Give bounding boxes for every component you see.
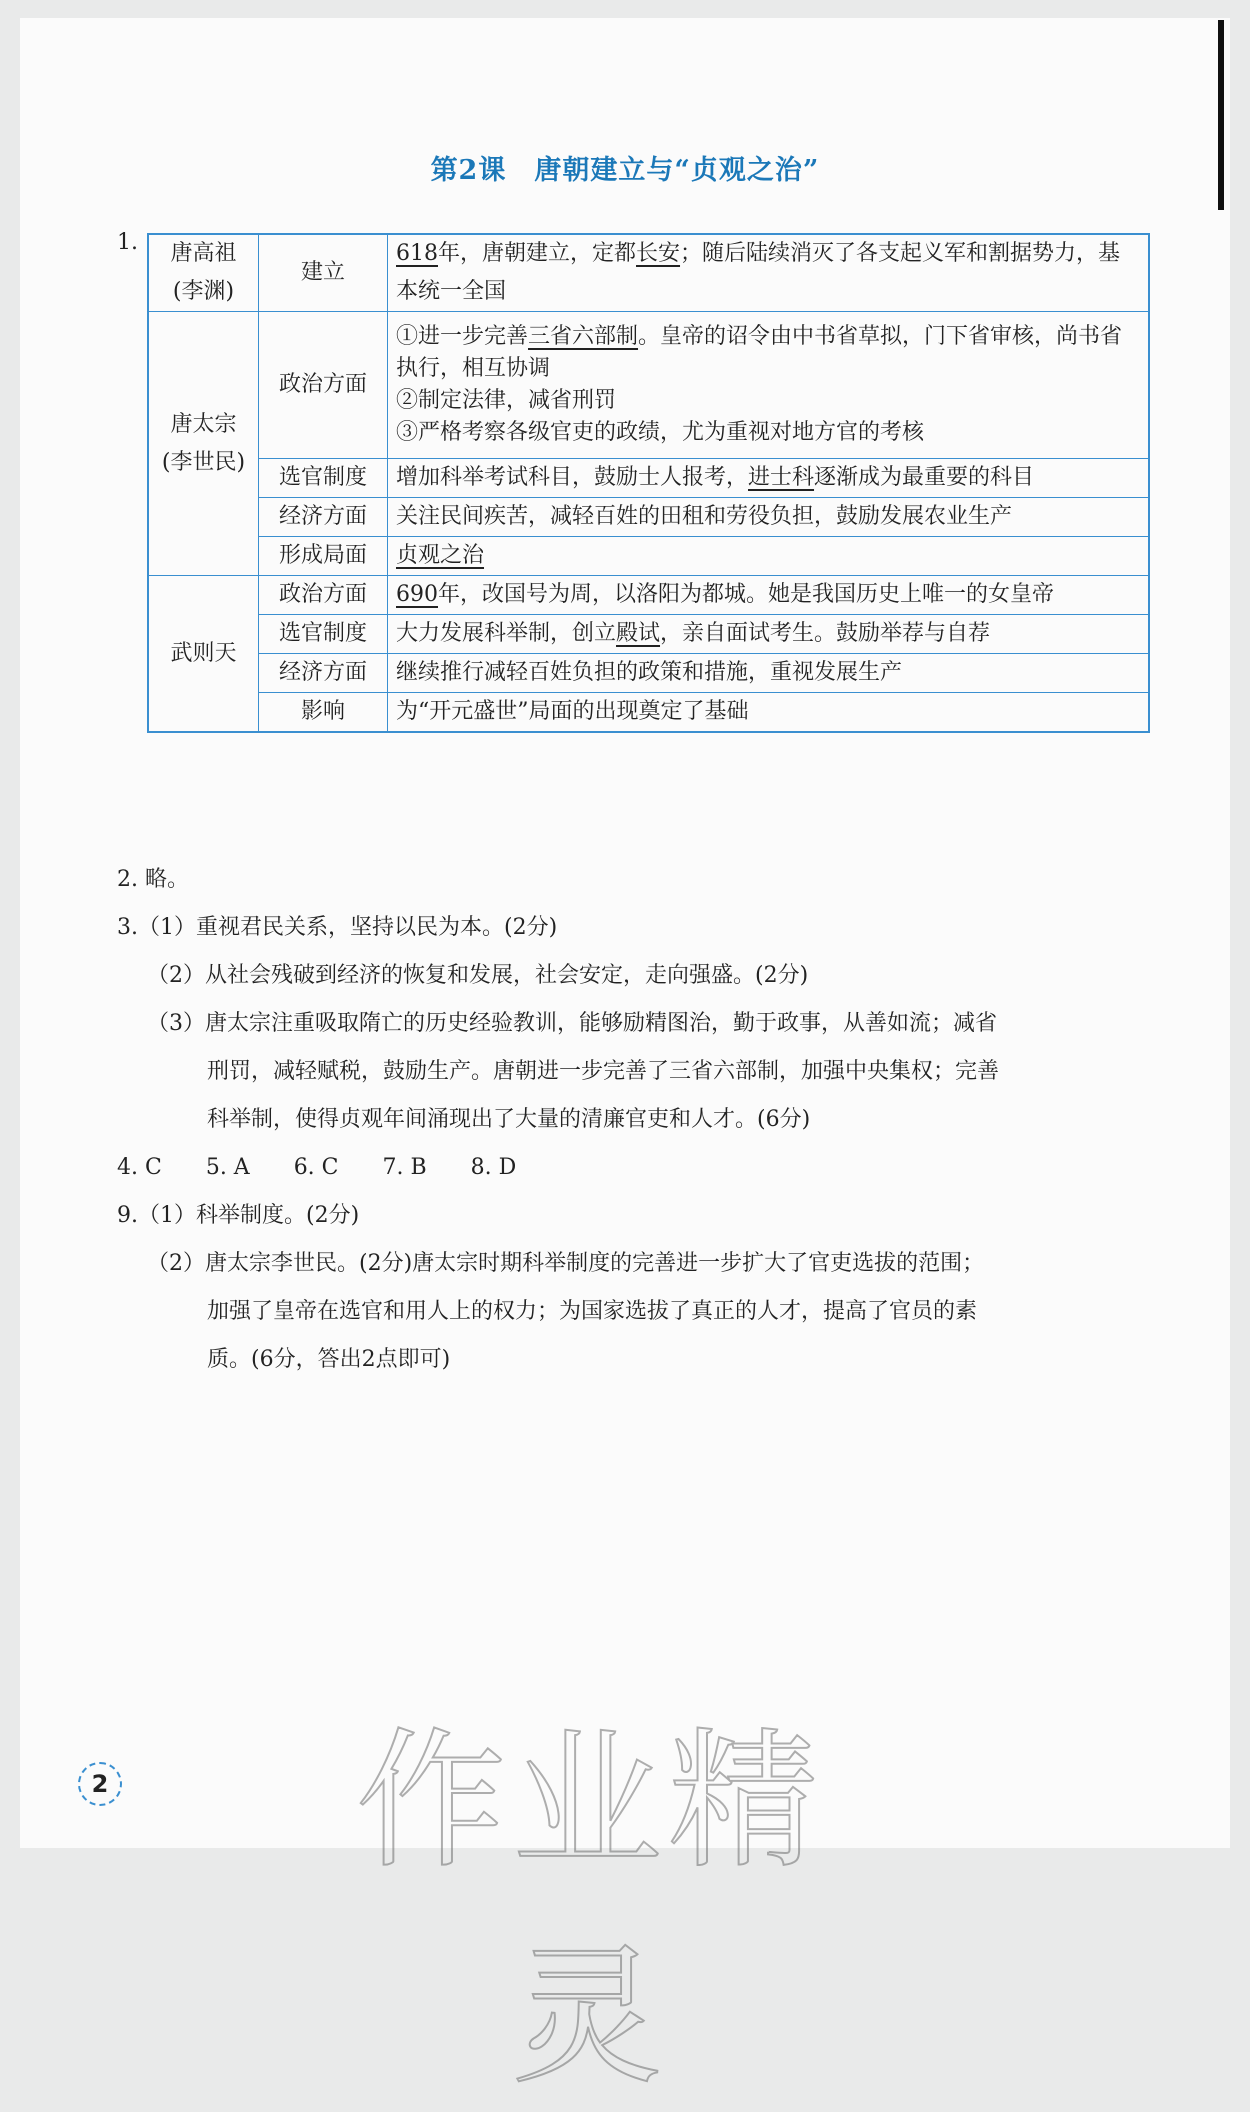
content-cell (388, 234, 1150, 312)
underlined-answer: 三省六部制 (528, 324, 639, 349)
table-row (148, 537, 1149, 576)
aspect-cell: 经济方面 (259, 654, 388, 693)
aspect-cell: 选官制度 (259, 459, 388, 498)
text: ；随后陆续消灭了各支起义军和割据势力，基本统一全国 (396, 241, 1121, 304)
content-cell (388, 576, 1150, 615)
text: 。皇帝的诏令由中书省草拟，门下省审核，尚书省执行，相互协调 (396, 324, 1123, 381)
ruler-cell: 武则天 (148, 576, 259, 733)
summary-table (147, 233, 1150, 733)
answer-q3-2: （2）从社会残破到经济的恢复和发展，社会安定，走向强盛。(2分) (147, 963, 809, 988)
text: ①进一步完善 (396, 324, 529, 349)
text: 增加科举考试科目，鼓励士人报考， (396, 465, 749, 490)
answer-q3-3-line1: （3）唐太宗注重吸取隋亡的历史经验教训，能够励精图治，勤于政事，从善如流；减省 (147, 1011, 997, 1036)
content-cell (388, 537, 1150, 576)
underlined-answer: 618 (396, 241, 438, 266)
watermark: 作业精灵 (355, 1715, 824, 2105)
answer-q9-2-line1: （2）唐太宗李世民。(2分)唐太宗时期科举制度的完善进一步扩大了官吏选拔的范围； (147, 1251, 985, 1276)
table-row (148, 576, 1149, 615)
answer-q9-2-line2: 加强了皇帝在选官和用人上的权力；为国家选拔了真正的人才，提高了官员的素 (207, 1299, 978, 1324)
answer-q4-8: 4. C 5. A 6. C 7. B 8. D (117, 1155, 517, 1180)
table-row (148, 654, 1149, 693)
aspect-cell: 形成局面 (259, 537, 388, 576)
content-cell (388, 615, 1150, 654)
aspect-cell: 经济方面 (259, 498, 388, 537)
ruler-name: 唐太宗 (170, 411, 237, 437)
aspect-cell: 政治方面 (259, 576, 388, 615)
page-number: 2 (78, 1762, 122, 1806)
table-row (148, 615, 1149, 654)
ruler-cell (148, 234, 259, 312)
table-row (148, 693, 1149, 733)
answer-q9-1: 9.（1）科举制度。(2分) (117, 1203, 360, 1228)
table-row (148, 234, 1149, 312)
content-cell: 继续推行减轻百姓负担的政策和措施，重视发展生产 (388, 654, 1150, 693)
table-row (148, 498, 1149, 537)
ruler-cell (148, 312, 259, 576)
answer-q3-3-line2: 刑罚，减轻赋税，鼓励生产。唐朝进一步完善了三省六部制，加强中央集权；完善 (207, 1059, 1000, 1084)
text: ③严格考察各级官吏的政绩，尤为重视对地方官的考核 (396, 420, 925, 445)
answer-q3-3-line3: 科举制，使得贞观年间涌现出了大量的清廉官吏和人才。(6分) (207, 1107, 811, 1132)
aspect-cell: 政治方面 (259, 312, 388, 459)
aspect-cell: 选官制度 (259, 615, 388, 654)
lesson-title: 第2课 唐朝建立与“贞观之治” (430, 155, 820, 186)
ruler-alias: (李渊) (172, 279, 235, 304)
text: ，亲自面试考生。鼓励举荐与自荐 (660, 621, 991, 646)
text: ②制定法律，减省刑罚 (396, 388, 617, 413)
text: 年，唐朝建立，定都 (438, 241, 637, 266)
text: 大力发展科举制，创立 (396, 621, 617, 646)
answer-q2: 2. 略。 (117, 867, 189, 892)
ruler-name: 唐高祖 (170, 241, 237, 266)
underlined-answer: 690 (396, 582, 438, 607)
content-cell: 关注民间疾苦，减轻百姓的田租和劳役负担，鼓励发展农业生产 (388, 498, 1150, 537)
underlined-answer: 进士科 (748, 465, 815, 490)
text: 年，改国号为周，以洛阳为都城。她是我国历史上唯一的女皇帝 (438, 582, 1055, 607)
content-cell (388, 459, 1150, 498)
answer-q3-1: 3.（1）重视君民关系，坚持以民为本。(2分) (117, 915, 558, 940)
ruler-alias: (李世民) (161, 449, 246, 475)
aspect-cell: 建立 (259, 234, 388, 312)
underlined-answer: 长安 (636, 241, 681, 266)
content-cell (388, 312, 1150, 459)
aspect-cell: 影响 (259, 693, 388, 733)
content-cell: 为“开元盛世”局面的出现奠定了基础 (388, 693, 1150, 733)
table-row (148, 312, 1149, 459)
underlined-answer: 殿试 (616, 621, 661, 646)
text: 逐渐成为最重要的科目 (814, 465, 1035, 490)
question-1-label: 1. (117, 230, 138, 255)
answer-q9-2-line3: 质。(6分，答出2点即可) (207, 1347, 451, 1372)
table-row (148, 459, 1149, 498)
underlined-answer: 贞观之治 (396, 543, 485, 568)
